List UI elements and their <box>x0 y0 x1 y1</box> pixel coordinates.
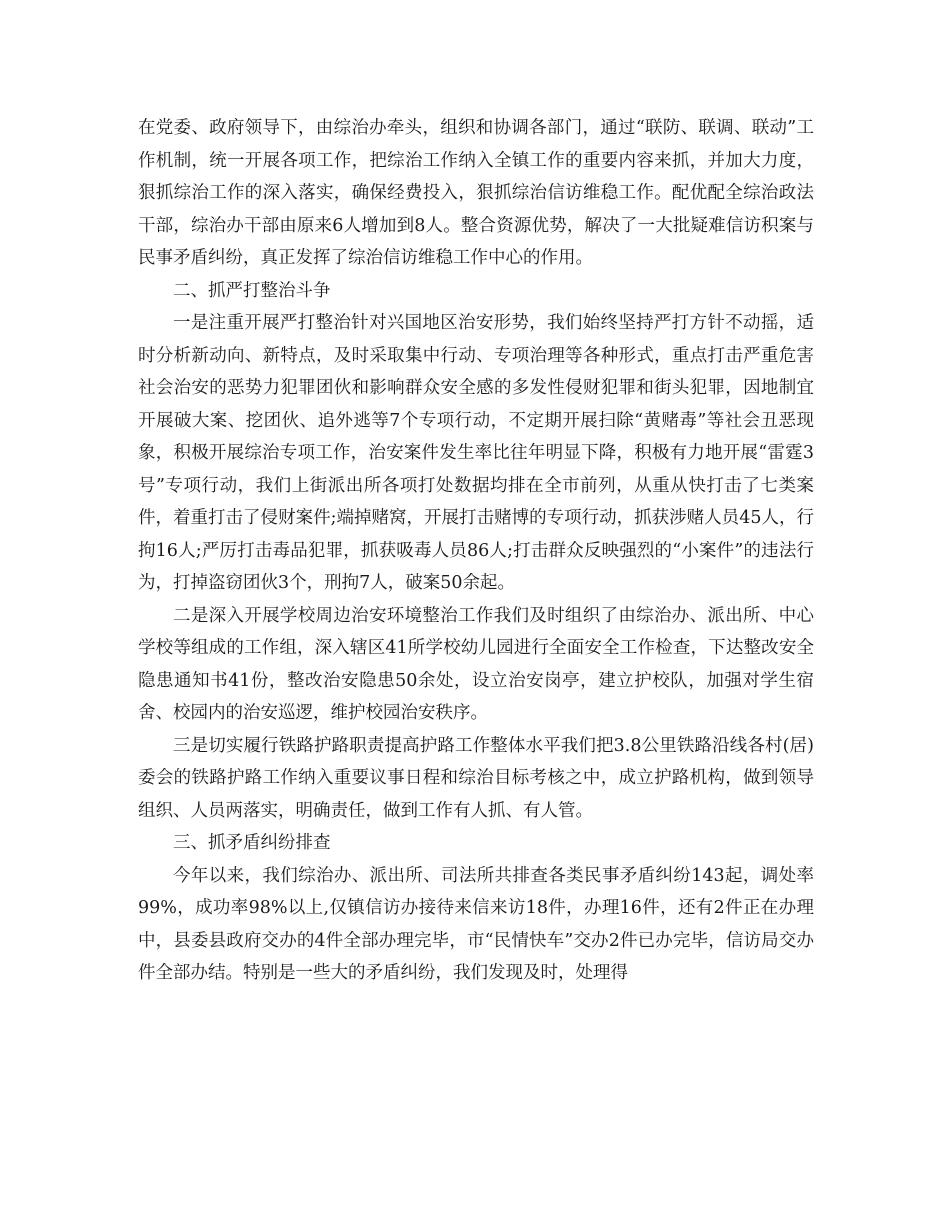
paragraph-dispute-screening: 今年以来，我们综治办、派出所、司法所共排查各类民事矛盾纠纷143起，调处率99%，成功率98%以上,仅镇信访办接待来信来访18件，办理16件，还有2件正在办理中，县委县政府交办的4件全部办理完毕，市“民情快车”交办2件已办完毕，信访局交办件全部办结。特别是一些大的矛盾纠纷，我们发现及时，处理得 <box>138 865 814 983</box>
paragraph-intro: 在党委、政府领导下，由综治办牵头，组织和协调各部门，通过“联防、联调、联动”工作机制，统一开展各项工作，把综治工作纳入全镇工作的重要内容来抓，并加大力度，狠抓综治工作的深入落实，确保经费投入，狠抓综治信访维稳工作。配优配全综治政法干部，综治办干部由原来6人增加到8人。整合资源优势，解决了一大批疑难信访积案与民事矛盾纠纷，真正发挥了综治信访维稳工作中心的作用。 <box>138 118 814 268</box>
paragraph-school-safety: 二是深入开展学校周边治安环境整治工作我们及时组织了由综治办、派出所、中心学校等组成的工作组，深入辖区41所学校幼儿园进行全面安全工作检查，下达整改安全隐患通知书41份，整改治安隐患50余处，设立治安岗亭，建立护校队，加强对学生宿舍、校园内的治安巡逻，维护校园治安秩序。 <box>138 605 814 723</box>
document-body <box>138 112 814 990</box>
section-heading-2: 二、抓严打整治斗争 <box>173 280 331 301</box>
paragraph-strike-hard: 一是注重开展严打整治针对兴国地区治安形势，我们始终坚持严打方针不动摇，适时分析新动向、新特点，及时采取集中行动、专项治理等各种形式，重点打击严重危害社会治安的恶势力犯罪团伙和影响群众安全感的多发性侵财犯罪和街头犯罪，因地制宜开展破大案、挖团伙、追外逃等7个专项行动，不定期开展扫除“黄赌毒”等社会丑恶现象，积极开展综治专项工作，治安案件发生率比往年明显下降，积极有力地开展“雷霆3号”专项行动，我们上街派出所各项打处数据均排在全市前列，从重从快打击了七类案件，着重打击了侵财案件;端掉赌窝，开展打击赌博的专项行动，抓获涉赌人员45人，行拘16人;严厉打击毒品犯罪，抓获吸毒人员86人;打击群众反映强烈的“小案件”的违法行为，打掉盗窃团伙3个，刑拘7人，破案50余起。 <box>138 313 814 593</box>
section-heading-3: 三、抓矛盾纠纷排查 <box>173 833 331 853</box>
paragraph-railway-protection: 三是切实履行铁路护路职责提高护路工作整体水平我们把3.8公里铁路沿线各村(居)委会的铁路护路工作纳入重要议事日程和综治目标考核之中，成立护路机构，做到领导组织、人员两落实，明确责任，做到工作有人抓、有人管。 <box>138 735 814 821</box>
